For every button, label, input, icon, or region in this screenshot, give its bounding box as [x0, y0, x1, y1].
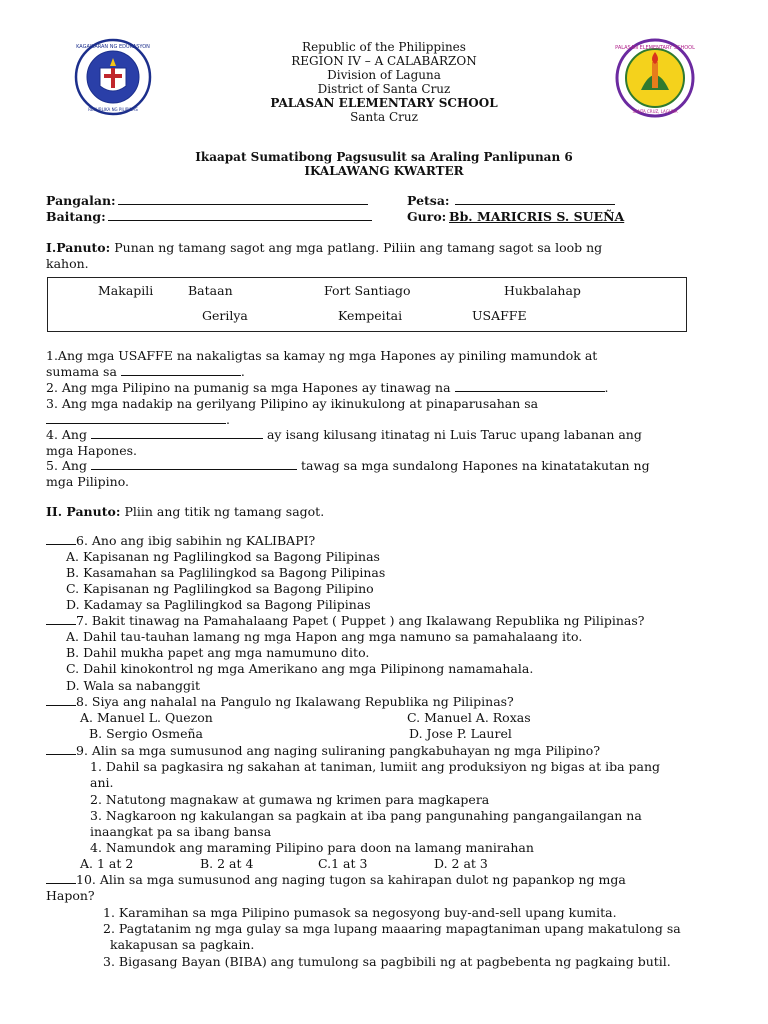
option-item: A. Manuel L. Quezon [80, 710, 213, 725]
exam-title-line-2: IKALAWANG KWARTER [304, 164, 464, 178]
option-item: D. Kadamay sa Paglilingkod sa Bagong Pilipinas [66, 597, 371, 612]
question-10-text: 10. Alin sa mga sumusunod ang naging tugon sa kahirapan dulot ng papankop ng mga [76, 872, 626, 887]
part1-instruction [46, 240, 602, 255]
exam-title-line-1: Ikaapat Sumatibong Pagsusulit sa Araling Panlipunan 6 [195, 150, 573, 164]
statement-item: 2. Natutong magnakaw at gumawa ng krimen para magkapera [90, 792, 490, 807]
name-label: Pangalan: [46, 193, 116, 208]
statement-item: 4. Namundok ang maraming Pilipino para doon na lamang manirahan [90, 840, 534, 855]
choice-item: Fort Santiago [324, 283, 411, 298]
question-1-text: sumama sa [46, 364, 117, 379]
question-2-text: 2. Ang mga Pilipino na pumanig sa mga Hapones ay tinawag na [46, 380, 451, 395]
statement-item: 3. Bigasang Bayan (BIBA) ang tumulong sa pagbibili ng at pagbebenta ng pagkaing butil. [103, 954, 671, 969]
letterhead-line-2: REGION IV – A CALABARZON [291, 54, 477, 68]
option-item: D. Wala sa nabanggit [66, 678, 201, 693]
statement-item: 3. Nagkaroon ng kakulangan sa pagkain at iba pang pangunahing pangangailangan na [90, 808, 642, 823]
question-9-text: 9. Alin sa mga sumusunod ang naging suliraning pangkabuhayan ng mga Pilipino? [76, 743, 601, 758]
statement-item: 1. Karamihan sa mga Pilipino pumasok sa negosyong buy-and-sell upang kumita. [103, 905, 617, 920]
statement-item: inaangkat pa sa ibang bansa [90, 824, 272, 839]
question-8-text: 8. Siya ang nahalal na Pangulo ng Ikalawang Republika ng Pilipinas? [76, 694, 514, 709]
question-6 [46, 533, 315, 548]
question-4 [46, 427, 642, 442]
school-seal-subtext: SANTA CRUZ, LAGUNA [632, 109, 678, 114]
part2-instruction [46, 504, 324, 519]
option-item: D. Jose P. Laurel [409, 726, 512, 741]
answer-blank[interactable] [455, 380, 605, 392]
answer-blank[interactable] [46, 613, 76, 625]
letterhead-line-4: District of Santa Cruz [317, 82, 451, 96]
question-10-cont: Hapon? [46, 888, 95, 903]
grade-blank[interactable] [108, 209, 372, 221]
choice-item: Bataan [188, 283, 233, 298]
answer-blank[interactable] [91, 458, 297, 470]
question-6-text: 6. Ano ang ibig sabihin ng KALIBAPI? [76, 533, 316, 548]
option-item: B. Kasamahan sa Paglilingkod sa Bagong Pilipinas [66, 565, 386, 580]
question-3: 3. Ang mga nadakip na gerilyang Pilipino ay ikinukulong at pinaparusahan sa [46, 396, 539, 411]
question-3-cont: . [46, 412, 230, 427]
school-seal-text: PALASAN ELEMENTARY SCHOOL [615, 45, 695, 51]
question-7 [46, 613, 645, 628]
exam-title [0, 150, 768, 178]
question-9 [46, 743, 600, 758]
choice-item: Hukbalahap [504, 283, 581, 298]
choice-item: Gerilya [202, 308, 248, 323]
question-5-text-b: tawag sa mga sundalong Hapones na kinatatakutan ng [300, 458, 650, 473]
letterhead-line-1: Republic of the Philippines [302, 40, 466, 54]
question-4-cont: mga Hapones. [46, 443, 137, 458]
question-4-text: 4. Ang [46, 427, 87, 442]
question-2: 2. Ang mga Pilipino na pumanig sa mga Hapones ay tinawag na . [46, 380, 609, 395]
option-item: C. Manuel A. Roxas [407, 710, 531, 725]
part1-instruction-cont: kahon. [46, 256, 89, 271]
question-7-text: 7. Bakit tinawag na Pamahalaang Papet ( Puppet ) ang Ikalawang Republika ng Pilipinas? [76, 613, 645, 628]
statement-item: kakapusan sa pagkain. [110, 937, 255, 952]
part2-heading: II. Panuto: [46, 504, 121, 519]
school-name: PALASAN ELEMENTARY SCHOOL [270, 96, 498, 110]
question-5 [46, 458, 650, 473]
answer-blank[interactable] [91, 427, 263, 439]
question-5-text: 5. Ang [46, 458, 87, 473]
deped-seal-text: KAGAWARAN NG EDUKASYON [76, 44, 150, 50]
option-item: A. Kapisanan ng Paglilingkod sa Bagong Pilipinas [66, 549, 380, 564]
date-blank[interactable] [455, 193, 615, 205]
question-5-cont: mga Pilipino. [46, 474, 130, 489]
question-10 [46, 872, 626, 887]
option-item: A. Dahil tau-tauhan lamang ng mga Hapon ang mga namuno sa pamahalaang ito. [66, 629, 583, 644]
part1-heading: I.Panuto: [46, 240, 111, 255]
option-item: B. 2 at 4 [200, 856, 254, 871]
answer-blank[interactable] [46, 743, 76, 755]
letterhead-line-3: Division of Laguna [327, 68, 441, 82]
grade-label: Baitang: [46, 209, 106, 224]
choice-item: USAFFE [472, 308, 527, 323]
answer-blank[interactable] [46, 533, 76, 545]
question-8 [46, 694, 514, 709]
choice-item: Makapili [98, 283, 154, 298]
answer-blank[interactable] [46, 412, 226, 424]
name-blank[interactable] [118, 193, 368, 205]
question-1-cont: sumama sa . [46, 364, 245, 379]
option-item: C. Dahil kinokontrol ng mga Amerikano ang mga Pilipinong namamahala. [66, 661, 534, 676]
teacher-label: Guro: [407, 209, 447, 224]
question-4-text-b: ay isang kilusang itinatag ni Luis Taruc upang labanan ang [266, 427, 642, 442]
choice-item: Kempeitai [338, 308, 403, 323]
answer-blank[interactable] [46, 872, 76, 884]
option-item: D. 2 at 3 [434, 856, 488, 871]
answer-blank[interactable] [121, 364, 241, 376]
deped-seal-subtext: REPUBLIKA NG PILIPINAS [88, 107, 138, 112]
teacher-name: Bb. MARICRIS S. SUEÑA [449, 209, 625, 224]
part2-instruction-text: Pliin ang titik ng tamang sagot. [124, 504, 325, 519]
option-item: B. Dahil mukha papet ang mga namumuno dito. [66, 645, 370, 660]
school-town: Santa Cruz [350, 110, 418, 124]
option-item: B. Sergio Osmeña [89, 726, 203, 741]
question-1: 1.Ang mga USAFFE na nakaligtas sa kamay ng mga Hapones ay piniling mamundok at [46, 348, 598, 363]
letterhead [0, 40, 768, 124]
option-item: C.1 at 3 [318, 856, 368, 871]
part1-instruction-text: Punan ng tamang sagot ang mga patlang. Piliin ang tamang sagot sa loob ng [114, 240, 603, 255]
date-label: Petsa: [407, 193, 450, 208]
statement-item: 1. Dahil sa pagkasira ng sakahan at taniman, lumiit ang produksiyon ng bigas at iba pang [90, 759, 661, 774]
answer-blank[interactable] [46, 694, 76, 706]
option-item: C. Kapisanan ng Paglilingkod sa Bagong Pilipino [66, 581, 374, 596]
option-item: A. 1 at 2 [80, 856, 134, 871]
statement-item: 2. Pagtatanim ng mga gulay sa mga lupang maaaring mapagtaniman upang makatulong sa [103, 921, 681, 936]
statement-item: ani. [90, 775, 114, 790]
